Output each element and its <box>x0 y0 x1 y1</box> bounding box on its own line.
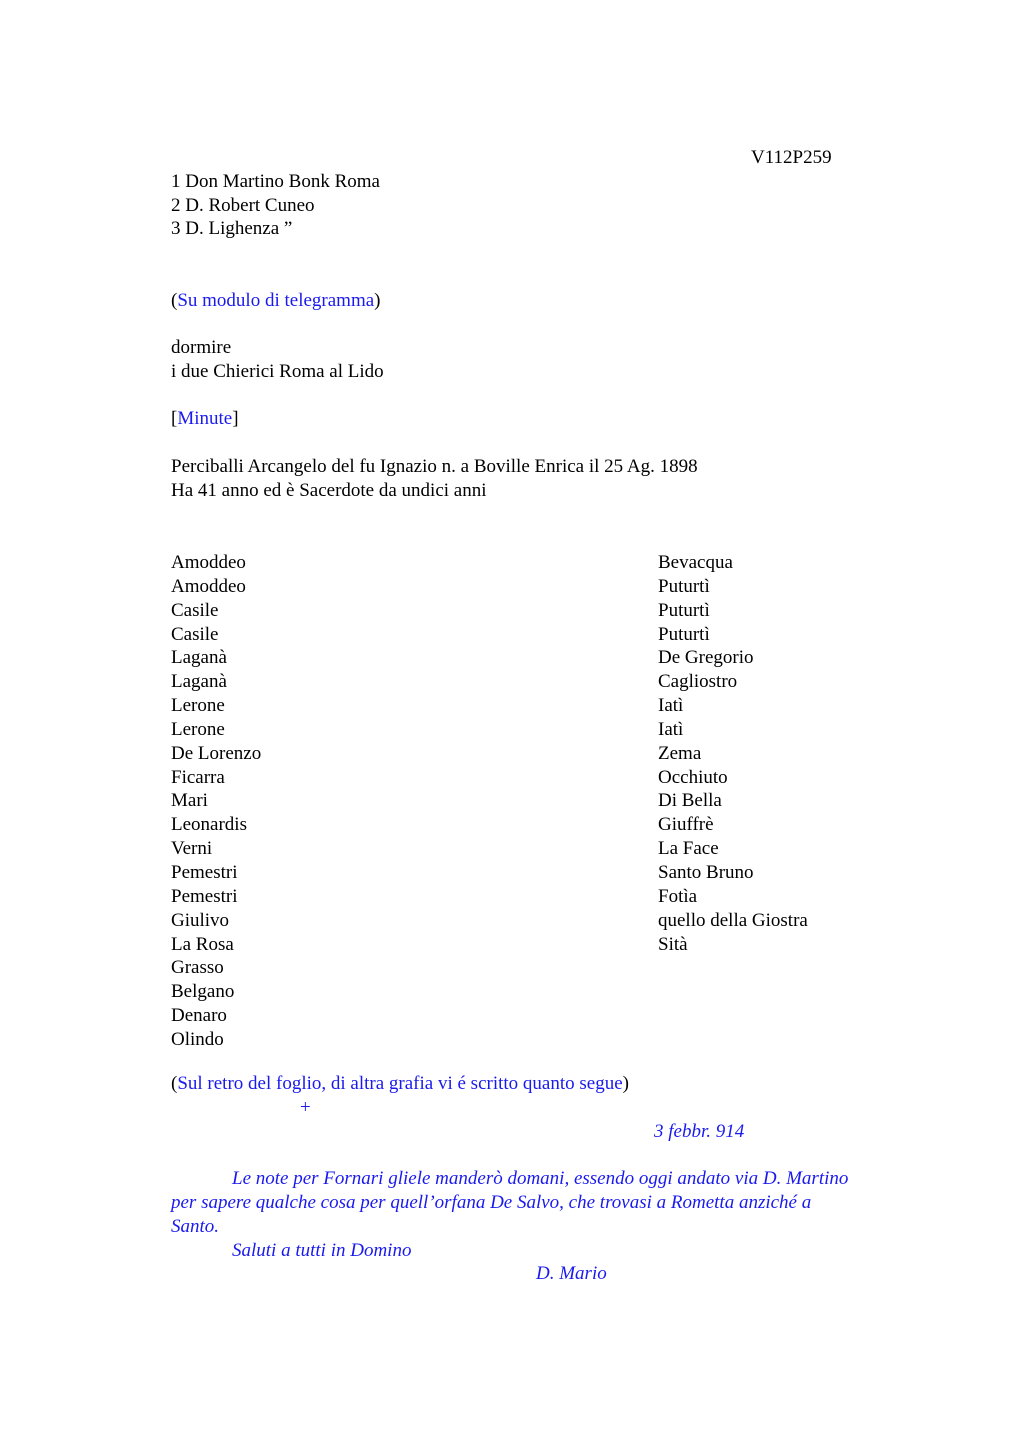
name-right-item: La Face <box>658 838 719 860</box>
name-left-item: Lerone <box>171 695 225 717</box>
name-left-item: Pemestri <box>171 885 238 907</box>
name-left-item: Pemestri <box>171 861 238 883</box>
name-left-item: La Rosa <box>171 933 234 955</box>
name-left-item: De Lorenzo <box>171 742 262 764</box>
name-right-item: Sità <box>658 933 688 955</box>
name-right-item: De Gregorio <box>658 647 754 669</box>
minute-note-open: [ <box>171 408 178 429</box>
name-left-item: Casile <box>171 623 219 645</box>
name-right-item: Santo Bruno <box>658 861 754 883</box>
name-right-item: Puturtì <box>658 623 710 645</box>
recipient-line-1: 1 Don Martino Bonk Roma <box>171 171 380 192</box>
name-left-item: Giulivo <box>171 909 230 931</box>
names-right-column <box>658 551 808 956</box>
names-left-column <box>171 551 261 1052</box>
name-left-item: Amoddeo <box>171 552 246 573</box>
minute-note <box>171 407 239 431</box>
name-right-item: Iatì <box>658 718 684 740</box>
letter-paragraph-line-3: Santo. <box>171 1216 220 1237</box>
recipient-line-3: 3 D. Lighenza ” <box>171 218 293 239</box>
name-left-item: Amoddeo <box>171 575 246 597</box>
telegram-line-2: i due Chierici Roma al Lido <box>171 361 384 382</box>
name-right-item: quello della Giostra <box>658 909 808 931</box>
name-right-item: Puturtì <box>658 599 710 621</box>
back-note-text: Sul retro del foglio, di altra grafia vi é scritto quanto segue <box>177 1073 623 1094</box>
name-left-item: Laganà <box>171 647 227 669</box>
name-left-item: Lerone <box>171 718 225 740</box>
name-left-item: Laganà <box>171 671 227 693</box>
minute-note-text: Minute <box>177 408 233 429</box>
name-left-item: Olindo <box>171 1028 224 1050</box>
minute-note-close: ] <box>232 408 239 429</box>
document-id: V112P259 <box>751 147 832 168</box>
telegram-line-1: dormire <box>171 337 232 358</box>
name-right-item: Zema <box>658 742 702 764</box>
letter-paragraph-line-1: Le note per Fornari gliele manderò domani, essendo oggi andato via D. Martino <box>232 1168 849 1189</box>
back-note-open: ( <box>171 1073 178 1094</box>
person-line-2: Ha 41 anno ed è Sacerdote da undici anni <box>171 480 487 501</box>
name-left-item: Ficarra <box>171 766 225 788</box>
letter-signature: D. Mario <box>536 1263 607 1284</box>
name-right-item: Cagliostro <box>658 671 738 693</box>
person-line-1: Perciballi Arcangelo del fu Ignazio n. a Boville Enrica il 25 Ag. 1898 <box>171 456 698 477</box>
recipient-line-2: 2 D. Robert Cuneo <box>171 195 315 216</box>
telegram-note-text: Su modulo di telegramma <box>177 290 375 311</box>
name-left-item: Grasso <box>171 957 224 979</box>
name-right-item: Fotìa <box>658 885 698 907</box>
telegram-note-open: ( <box>171 290 178 311</box>
name-left-item: Verni <box>171 838 213 860</box>
name-left-item: Mari <box>171 790 208 812</box>
name-right-item: Bevacqua <box>658 552 733 573</box>
telegram-note <box>171 289 380 313</box>
name-right-item: Puturtì <box>658 575 710 597</box>
letter-cross: + <box>300 1097 311 1118</box>
name-right-item: Giuffrè <box>658 814 714 836</box>
telegram-note-close: ) <box>374 290 381 311</box>
back-note-close: ) <box>622 1073 629 1094</box>
name-right-item: Iatì <box>658 695 684 717</box>
letter-greeting: Saluti a tutti in Domino <box>232 1240 412 1261</box>
name-left-item: Casile <box>171 599 219 621</box>
name-right-item: Di Bella <box>658 790 722 812</box>
letter-paragraph-line-2: per sapere qualche cosa per quell’orfana De Salvo, che trovasi a Rometta anziché a <box>171 1192 812 1213</box>
name-right-item: Occhiuto <box>658 766 728 788</box>
name-left-item: Leonardis <box>171 814 247 836</box>
letter-date: 3 febbr. 914 <box>654 1121 745 1142</box>
name-left-item: Denaro <box>171 1005 227 1027</box>
name-left-item: Belgano <box>171 981 235 1003</box>
back-note <box>171 1072 629 1096</box>
